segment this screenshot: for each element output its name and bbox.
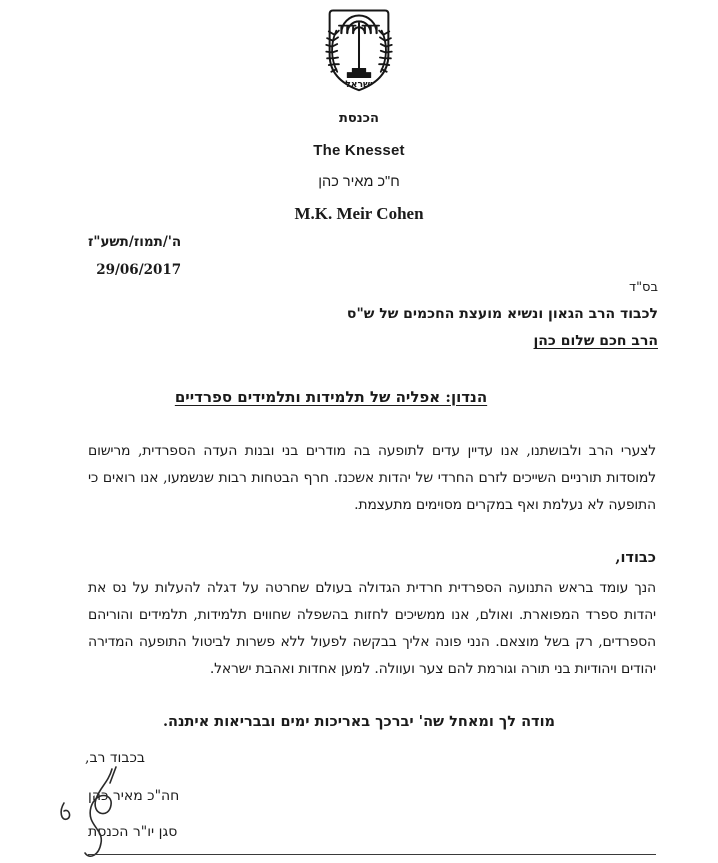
gregorian-date: 29/06/2017 xyxy=(96,262,182,278)
footer-divider xyxy=(88,854,656,855)
hebrew-date: ה'/תמוז/תשע"ז xyxy=(88,234,182,250)
signer-title: סגן יו"ר הכנסת xyxy=(88,824,178,840)
olive-branch-left-icon xyxy=(326,31,339,72)
israel-state-emblem-icon xyxy=(317,8,401,107)
date-block xyxy=(88,228,181,284)
emblem-caption: ישראל xyxy=(345,78,373,90)
org-name-hebrew: הכנסת xyxy=(339,111,379,126)
addressee-line1: לכבוד הרב הגאון ונשיא מועצת החכמים של ש"ס xyxy=(346,306,658,322)
org-name-english: The Knesset xyxy=(313,142,405,159)
body-paragraph-1: לצערי הרב ולבושתנו, אנו עדיין עדים לתופעה בה מודרים בני ובנות העדה הספרדית, מרישום למוסדות תורניים השייכים לזרם החרדי של יהדות אשכנז. חרף הבטחות רבות שנשמעו, אנו רואים כי התופעה לא נעלמת ואף במקרים מסוימים מתעצמת. xyxy=(88,443,656,513)
handwritten-signature xyxy=(52,763,132,863)
signer-name: חה"כ מאיר כהן xyxy=(88,788,180,804)
olive-branch-right-icon xyxy=(379,31,392,72)
salutation: כבודו, xyxy=(615,549,656,566)
closing-blessing: מודה לך ומאחל שה' יברכך באריכות ימים ובבריאות איתנה. xyxy=(162,713,556,730)
signoff-regards: בכבוד רב, xyxy=(85,750,145,766)
bsd-mark: בס"ד xyxy=(628,280,658,295)
member-name-hebrew: ח"כ מאיר כהן xyxy=(318,174,400,190)
body-paragraph-2: הנך עומד בראש התנועה הספרדית חרדית הגדולה בעולם שחרטה על דגלה להעלות על נס את יהדות ספרד המפוארת. ואולם, אנו ממשיכים לחזות בהשפלה שחווים תלמידות, תלמידים והוריהם הספרדים, רק בשל מוצאם. הנני פונה אליך בבקשה לפעול ללא פשרות לביטול התופעה המדירה יהודים ויהודיות בני תורה וגורמת להם צער ועוולה. למען אחדות ואהבת ישראל. xyxy=(88,580,656,677)
subject-line: הנדון: אפליה של תלמידות ותלמידים ספרדיים xyxy=(174,388,488,406)
addressee-line2: הרב חכם שלום כהן xyxy=(533,333,658,349)
menorah-icon xyxy=(339,16,379,78)
member-name-english: M.K. Meir Cohen xyxy=(294,204,424,223)
